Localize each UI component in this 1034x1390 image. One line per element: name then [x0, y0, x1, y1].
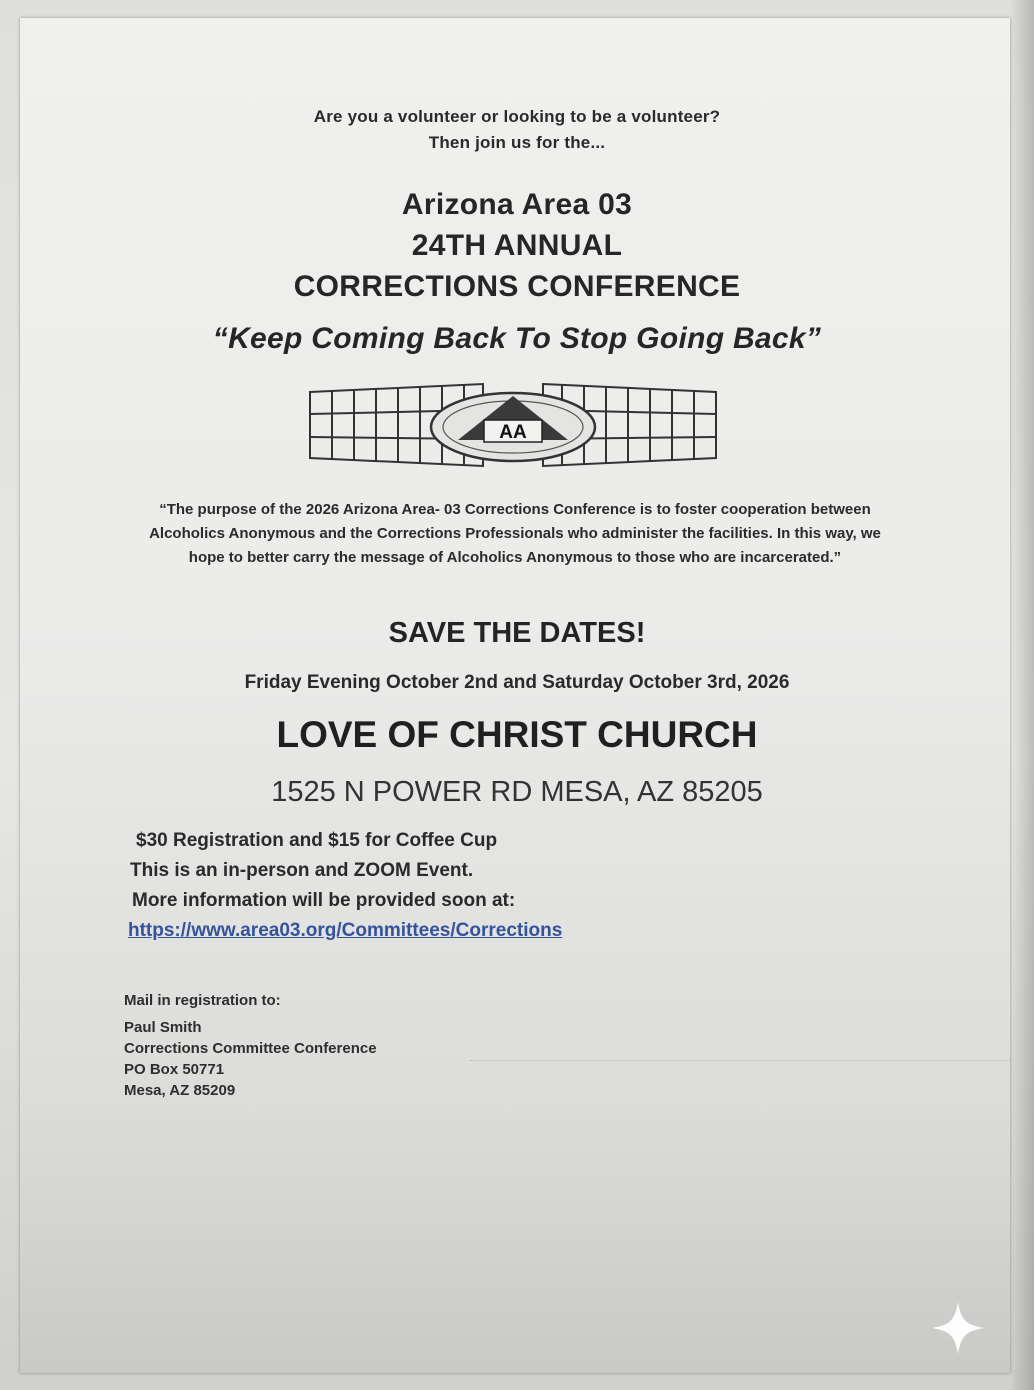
- venue-address: 1525 N POWER RD MESA, AZ 85205: [271, 776, 763, 808]
- mail-org: Corrections Committee Conference: [124, 1040, 377, 1057]
- title-line-2: 24TH ANNUAL: [411, 229, 623, 262]
- event-dates: Friday Evening October 2nd and Saturday October 3rd, 2026: [244, 672, 790, 693]
- mail-name: Paul Smith: [124, 1019, 202, 1036]
- mail-po-box: PO Box 50771: [124, 1061, 225, 1078]
- save-the-dates-heading: SAVE THE DATES!: [388, 617, 646, 649]
- intro-line-2: Then join us for the...: [428, 133, 606, 152]
- mail-city: Mesa, AZ 85209: [124, 1082, 236, 1099]
- mail-in-registration: [124, 990, 377, 1101]
- logo-text: AA: [499, 422, 527, 443]
- sparkle-icon: [930, 1300, 986, 1356]
- mail-heading: Mail in registration to:: [124, 992, 281, 1009]
- scan-line-divider: [470, 1060, 1010, 1061]
- conference-title: [0, 184, 1034, 307]
- purpose-statement: “The purpose of the 2026 Arizona Area- 03 Corrections Conference is to foster cooperation between Alcoholics Anonymous and the Corrections Professionals who administer the facilities. In this way, we hope to better carry the message of Alcoholics Anonymous to those who are incarcerated.”: [149, 501, 881, 566]
- aa-corrections-logo-icon: [308, 382, 718, 468]
- title-line-3: CORRECTIONS CONFERENCE: [293, 270, 741, 303]
- corrections-link[interactable]: https://www.area03.org/Committees/Corrections: [128, 920, 563, 941]
- intro-line-1: Are you a volunteer or looking to be a volunteer?: [313, 107, 721, 126]
- tagline: “Keep Coming Back To Stop Going Back”: [212, 322, 822, 355]
- event-type: This is an in-person and ZOOM Event.: [130, 860, 474, 881]
- event-details: [128, 826, 562, 946]
- title-line-1: Arizona Area 03: [401, 188, 633, 221]
- intro-text: [0, 104, 1034, 156]
- more-info-text: More information will be provided soon at:: [132, 890, 516, 911]
- venue-name: LOVE OF CHRIST CHURCH: [276, 714, 758, 755]
- registration-fee: $30 Registration and $15 for Coffee Cup: [136, 830, 498, 851]
